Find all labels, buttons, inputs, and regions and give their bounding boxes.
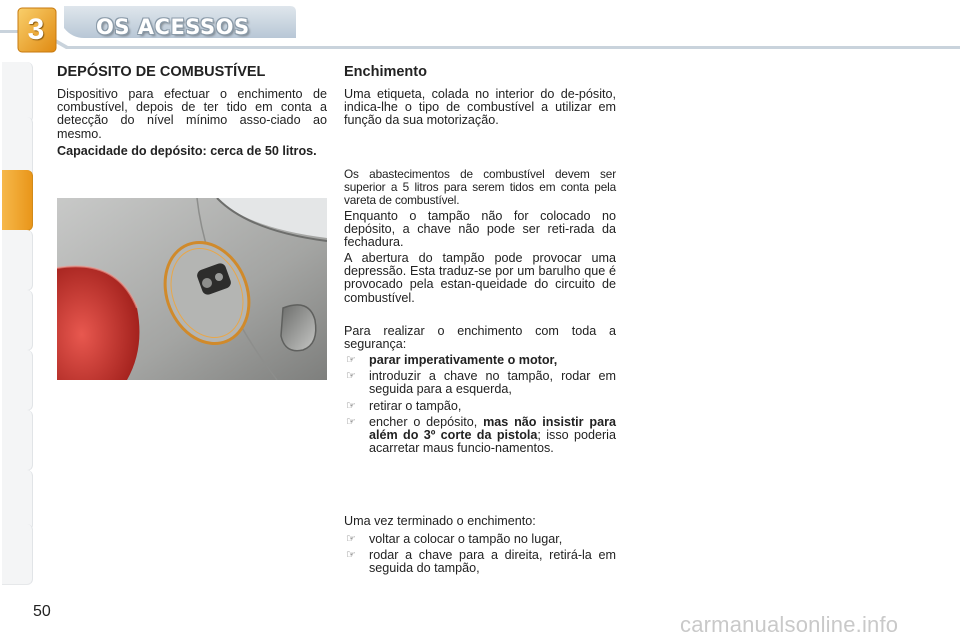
step-fill-tank-consequence: ; isso poderia acarretar maus funcio-namentos. (369, 428, 616, 456)
chapter-tab-1[interactable] (2, 62, 33, 123)
step-replace-cap: voltar a colocar o tampão no lugar, (369, 532, 563, 546)
step-remove-key: rodar a chave para a direita, retirá-la em seguida do tampão, (369, 548, 616, 576)
site-watermark: carmanualsonline.info (680, 612, 899, 637)
fuel-flap-photo (57, 198, 327, 380)
car-fuel-cap-illustration (57, 198, 327, 380)
chapter-tab-7[interactable] (2, 410, 33, 471)
chapter-tab-4[interactable] (2, 230, 33, 291)
hand-pointer-icon: ☞ (346, 354, 356, 366)
safety-intro: Para realizar o enchimento com toda a segurança: (344, 324, 616, 352)
depression-noise-note: A abertura do tampão pode provocar uma depressão. Esta traduz-se por um barulho que é provocado pela estan-queidade do circuito de combustível. (344, 251, 616, 305)
hand-pointer-icon: ☞ (346, 415, 356, 428)
list-item (344, 533, 616, 546)
list-item (344, 416, 616, 456)
section-title-refuelling: Enchimento (344, 64, 427, 80)
tank-capacity: Capacidade do depósito: cerca de 50 litros. (57, 144, 317, 158)
fuel-label-note: Uma etiqueta, colada no interior do de-pósito, indica-lhe o tipo de combustível a utilizar em função da sua motorização. (344, 87, 616, 128)
key-removal-note: Enquanto o tampão não for colocado no depósito, a chave não pode ser reti-rada da fechadura. (344, 209, 616, 250)
chapter-tabs (0, 62, 34, 582)
hand-pointer-icon: ☞ (346, 549, 356, 562)
step-remove-cap: retirar o tampão, (369, 398, 462, 413)
list-item (344, 354, 616, 367)
list-item (344, 370, 616, 396)
after-refuel-steps-list (344, 533, 616, 576)
hand-pointer-icon: ☞ (346, 370, 356, 383)
hand-pointer-icon: ☞ (346, 399, 356, 412)
step-stop-engine: parar imperativamente o motor, (369, 353, 558, 367)
chapter-tab-2[interactable] (2, 117, 33, 178)
list-item (344, 549, 616, 575)
chapter-tab-6[interactable] (2, 350, 33, 411)
refuel-minimum-note: Os abastecimentos de combustível devem ser superior a 5 litros para serem tidos em conta pela vareta de combustível. (344, 167, 616, 207)
refuel-steps-list (344, 354, 616, 455)
chapter-header (0, 0, 960, 60)
chapter-tab-8[interactable] (2, 470, 33, 531)
chapter-number: 3 (27, 13, 45, 46)
chapter-tab-5[interactable] (2, 290, 33, 351)
page-number: 50 (33, 603, 51, 620)
hand-pointer-icon: ☞ (346, 533, 356, 545)
list-item (344, 400, 616, 413)
chapter-tab-3-active[interactable] (2, 170, 33, 231)
step-fill-tank: encher o depósito, (369, 414, 484, 429)
step-fill-tank-warning: mas não insistir para além do 3º corte da pistola (369, 414, 616, 443)
after-refuel-intro: Uma vez terminado o enchimento: (344, 514, 536, 528)
chapter-title: OS ACESSOS (96, 15, 250, 39)
section-title-fuel-tank: DEPÓSITO DE COMBUSTÍVEL (57, 64, 266, 80)
chapter-tab-9[interactable] (2, 524, 33, 585)
step-insert-key: introduzir a chave no tampão, rodar em seguida para a esquerda, (369, 369, 616, 397)
fuel-tank-description: Dispositivo para efectuar o enchimento de combustível, depois de ter tido em conta a detecção do nível mínimo asso-ciado ao mesmo. (57, 87, 327, 141)
